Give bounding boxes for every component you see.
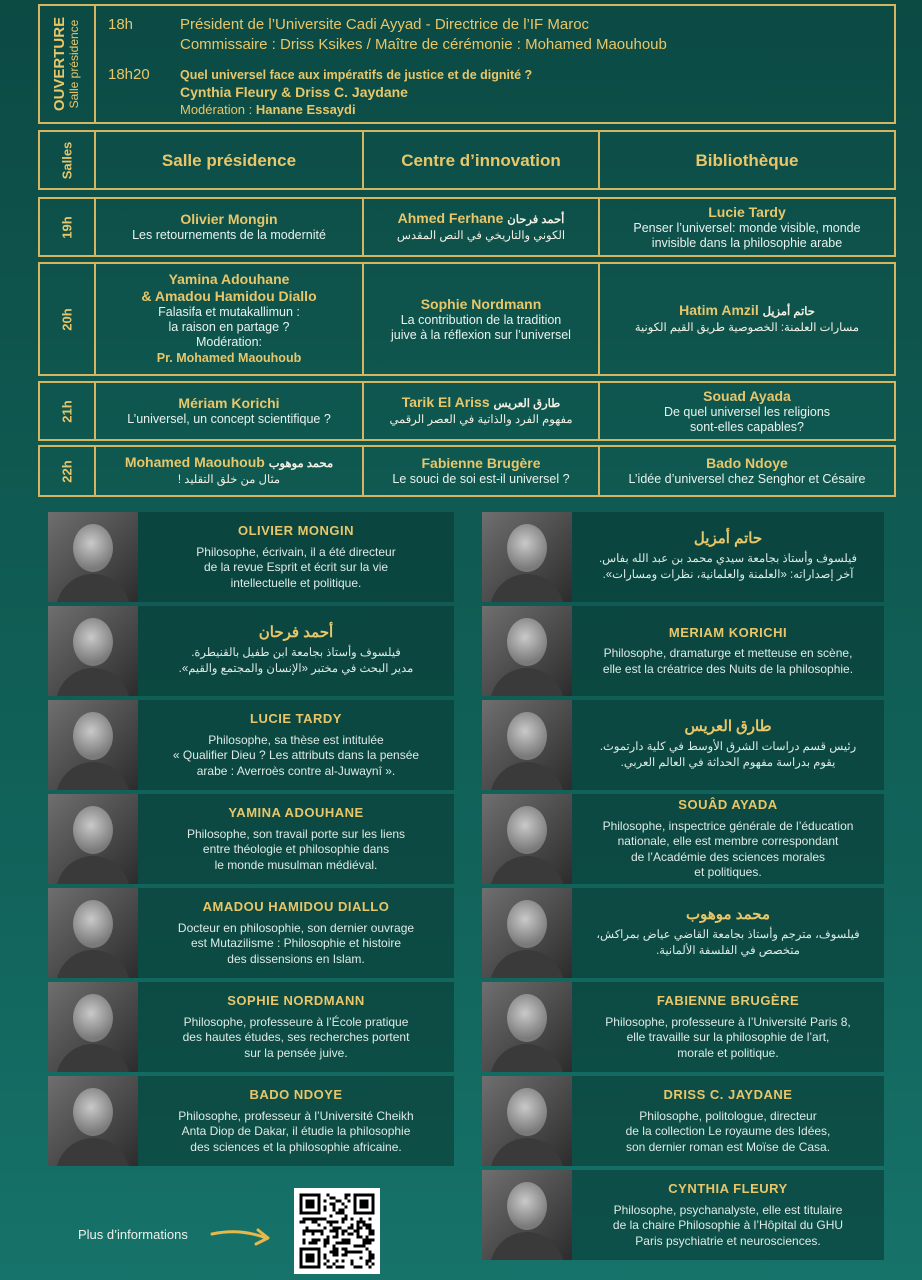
portrait-photo: [482, 1076, 572, 1166]
bio-line: elle travaille sur la philosophie de l’art,: [626, 1030, 830, 1044]
bio-line: Philosophe, politologue, directeur: [639, 1108, 817, 1123]
bio-card: [48, 888, 454, 978]
bio-card: [48, 1076, 454, 1166]
bio-text: [138, 700, 454, 790]
bio-line: Docteur en philosophie, son dernier ouvrage: [177, 920, 415, 935]
bio-text: [572, 1076, 884, 1166]
bio-line: Paris psychiatrie et neurosciences.: [635, 1233, 821, 1248]
portrait-photo: [482, 1170, 572, 1260]
bio-text: [138, 888, 454, 978]
arrow-right-icon: [210, 1222, 276, 1252]
bio-name: محمد موهوب: [686, 905, 770, 923]
bio-line: son dernier roman est Moïse de Casa.: [625, 1139, 831, 1154]
bio-line: de la chaire Philosophie à l’Hôpital du GHU: [612, 1218, 844, 1232]
bio-line: Philosophe, son travail porte sur les liens: [186, 826, 406, 841]
opening-time-2: 18h20: [108, 66, 150, 83]
talk-cell: Sophie Nordmann La contribution de la tradition juive à la réflexion sur l’universel: [391, 295, 571, 342]
bio-line: nationale, elle est membre correspondant: [617, 834, 839, 849]
talk-cell: Yamina Adouhane & Amadou Hamidou Diallo Falasifa et mutakallimun : la raison en partage ? Modération: Pr. Mohamed Maouhoub: [141, 271, 317, 365]
slot-20h: [38, 262, 896, 376]
bio-name: SOPHIE NORDMANN: [227, 993, 365, 1008]
bio-text: [572, 794, 884, 884]
bio-name: SOUÂD AYADA: [678, 797, 778, 813]
opening-line-1: Président de l’Universite Cadi Ayyad - Directrice de l’IF Maroc: [180, 16, 590, 33]
bio-name: FABIENNE BRUGÈRE: [656, 993, 800, 1008]
bio-line: متخصص في الفلسفة الألمانية.: [656, 944, 800, 957]
bio-line: le monde musulman médiéval.: [214, 857, 378, 872]
bio-line: de l’Académie des sciences morales: [630, 849, 826, 864]
bio-line: des hautes études, ses recherches portent: [182, 1030, 410, 1044]
bio-text: [138, 512, 454, 602]
room-bibliotheque: Bibliothèque: [695, 150, 799, 170]
bio-name: حاتم أمزيل: [693, 529, 763, 547]
bio-line: entre théologie et philosophie dans: [202, 842, 390, 856]
bio-card: [482, 606, 884, 696]
bio-card: [48, 512, 454, 602]
bio-card: [482, 512, 884, 602]
talk-cell: Souad Ayada De quel universel les religions sont-elles capables?: [663, 387, 831, 434]
bio-line: Philosophe, écrivain, il a été directeur: [196, 544, 396, 559]
portrait-photo: [482, 512, 572, 602]
bio-line: Anta Diop de Dakar, il étudie la philosophie: [181, 1124, 411, 1138]
bio-line: des sciences et la philosophie africaine.: [190, 1139, 402, 1154]
bio-text: [572, 512, 884, 602]
slot-time: 21h: [59, 399, 75, 423]
bio-line: فيلسوف، مترجم وأستاذ بجامعة القاضي عياض بمراكش،: [596, 929, 860, 942]
bio-line: Philosophe, inspectrice générale de l’éducation: [602, 818, 854, 833]
opening-line-4: Cynthia Fleury & Driss C. Jaydane: [180, 84, 408, 100]
more-info-label: Plus d’informations: [78, 1227, 188, 1242]
bio-line: يقوم بدراسة مفهوم الحداثة في العالم العربي.: [620, 756, 836, 769]
portrait-photo: [482, 606, 572, 696]
talk-cell: Olivier Mongin Les retournements de la modernité: [132, 211, 326, 242]
slot-time: 19h: [59, 215, 75, 239]
bio-line: et politiques.: [694, 865, 762, 880]
bio-line: Philosophe, professeur à l’Université Cheikh: [178, 1108, 414, 1123]
bio-line: Philosophe, professeure à l’École pratique: [183, 1014, 409, 1029]
bio-line: morale et politique.: [677, 1045, 779, 1060]
bio-text: [572, 1170, 884, 1260]
bio-line: intellectuelle et politique.: [230, 575, 362, 590]
qr-code[interactable]: [294, 1188, 380, 1274]
portrait-photo: [482, 982, 572, 1072]
bio-name: AMADOU HAMIDOU DIALLO: [202, 899, 390, 914]
bio-line: est Mutazilisme : Philosophie et histoire: [190, 936, 402, 950]
opening-line-5: Modération : Hanane Essaydi: [180, 102, 356, 117]
bio-name: BADO NDOYE: [249, 1087, 343, 1102]
portrait-photo: [482, 794, 572, 884]
bio-text: [138, 982, 454, 1072]
portrait-photo: [48, 888, 138, 978]
portrait-photo: [48, 606, 138, 696]
bio-card: [48, 794, 454, 884]
bio-line: مدير البحث في مختبر «الإنسان والمجتمع والقيم».: [178, 662, 414, 675]
bio-line: فيلسوف وأستاذ بجامعة ابن طفيل بالقنيطرة.: [191, 647, 401, 660]
bio-card: [48, 982, 454, 1072]
talk-cell: Mériam Korichi L’universel, un concept scientifique ?: [127, 395, 331, 426]
bio-text: [572, 700, 884, 790]
bio-line: آخر إصداراته: «العلمنة والعلمانية، نظرات ومسارات».: [602, 568, 854, 581]
bio-name: DRISS C. JAYDANE: [663, 1087, 793, 1102]
room-innovation: Centre d’innovation: [401, 150, 561, 170]
slot-21h: [38, 381, 896, 441]
bio-line: des dissensions en Islam.: [227, 951, 365, 966]
opening-line-2: Commissaire : Driss Ksikes / Maître de cérémonie : Mohamed Maouhoub: [180, 36, 667, 53]
bio-name: CYNTHIA FLEURY: [668, 1181, 788, 1196]
bio-card: [482, 982, 884, 1072]
opening-box: [38, 4, 896, 124]
portrait-photo: [482, 888, 572, 978]
talk-cell: Ahmed Ferhane أحمد فرحان الكوني والتاريخي في النص المقدس: [396, 210, 566, 242]
bio-line: Philosophe, sa thèse est intitulée: [208, 732, 384, 747]
bio-card: [48, 606, 454, 696]
talk-cell: Lucie Tardy Penser l’universel: monde visible, monde invisible dans la philosophie arabe: [633, 203, 861, 250]
bio-card: [482, 700, 884, 790]
slot-22h: [38, 445, 896, 497]
bio-text: [572, 982, 884, 1072]
bio-name: طارق العريس: [684, 717, 772, 735]
bio-name: OLIVIER MONGIN: [237, 523, 355, 538]
bio-line: Philosophe, professeure à l’Université Paris 8,: [605, 1014, 851, 1029]
rooms-label: Salles: [59, 141, 75, 179]
opening-line-3: Quel universel face aux impératifs de justice et de dignité ?: [180, 68, 533, 82]
slot-time: 20h: [59, 307, 75, 331]
bio-text: [138, 606, 454, 696]
talk-cell: Bado Ndoye L’idée d’universel chez Senghor et Césaire: [628, 455, 866, 486]
portrait-photo: [48, 512, 138, 602]
portrait-photo: [48, 982, 138, 1072]
bio-line: elle est la créatrice des Nuits de la philosophie.: [602, 661, 854, 676]
bio-name: MERIAM KORICHI: [668, 624, 788, 640]
bio-name: LUCIE TARDY: [250, 711, 342, 726]
portrait-photo: [48, 794, 138, 884]
bio-line: de la collection Le royaume des Idées,: [625, 1124, 831, 1138]
bio-line: arabe : Averroès contre al-Juwaynî ».: [196, 763, 396, 778]
bio-line: Philosophe, dramaturge et metteuse en scène,: [603, 646, 853, 661]
bio-card: [482, 1170, 884, 1260]
bio-card: [482, 1076, 884, 1166]
bio-line: « Qualifier Dieu ? Les attributs dans la pensée: [172, 748, 420, 762]
bio-line: فيلسوف وأستاذ بجامعة سيدي محمد بن عبد الله بفاس.: [598, 553, 858, 566]
bio-card: [482, 888, 884, 978]
talk-cell: Fabienne Brugère Le souci de soi est-il universel ?: [392, 455, 570, 486]
opening-time-1: 18h: [108, 16, 134, 33]
bio-text: [138, 794, 454, 884]
talk-cell: Tarik El Ariss طارق العريس مفهوم الفرد والذاتية في العصر الرقمي: [389, 394, 573, 426]
talk-cell: Hatim Amzil حاتم أمزيل مسارات العلمنة: الخصوصية طريق القيم الكونية: [634, 302, 860, 334]
bio-card: [482, 794, 884, 884]
portrait-photo: [48, 1076, 138, 1166]
portrait-photo: [48, 700, 138, 790]
slot-time: 22h: [59, 459, 75, 483]
bio-line: رئيس قسم دراسات الشرق الأوسط في كلية دارتموث.: [599, 741, 857, 754]
bio-text: [572, 888, 884, 978]
rooms-header: [38, 130, 896, 190]
room-presidence: Salle présidence: [161, 150, 297, 170]
bio-text: [572, 606, 884, 696]
talk-cell: Mohamed Maouhoub محمد موهوب مثال من خلق التقليد !: [124, 454, 334, 486]
portrait-photo: [482, 700, 572, 790]
bio-name: أحمد فرحان: [258, 623, 334, 641]
slot-19h: [38, 197, 896, 257]
bio-name: YAMINA ADOUHANE: [228, 805, 364, 820]
bio-line: sur la pensée juive.: [244, 1045, 348, 1060]
bio-line: Philosophe, psychanalyste, elle est titulaire: [613, 1202, 843, 1217]
bio-card: [48, 700, 454, 790]
bio-text: [138, 1076, 454, 1166]
bio-line: de la revue Esprit et écrit sur la vie: [203, 560, 389, 574]
opening-label: OUVERTURE Salle présidence: [51, 16, 81, 112]
